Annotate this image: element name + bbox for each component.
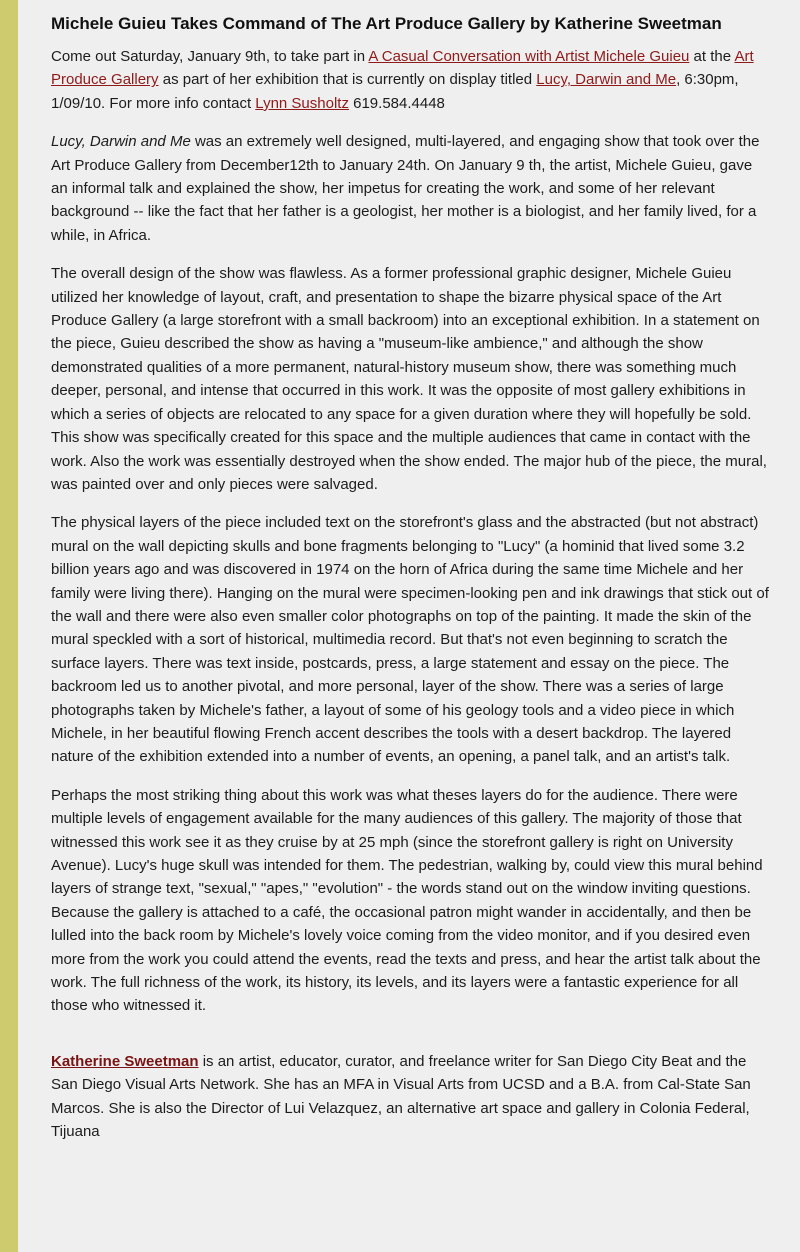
intro-text-4: , 6:30pm, 1/09/10. For more info contact xyxy=(51,71,739,112)
show-title-italic: Lucy, Darwin and Me xyxy=(51,133,191,151)
paragraph-show-overview xyxy=(51,130,773,247)
author-bio xyxy=(51,1050,773,1144)
contact-link[interactable]: Lynn Susholtz xyxy=(255,94,349,112)
left-accent-bar xyxy=(0,0,18,1252)
paragraph-layers: The physical layers of the piece included text on the storefront's glass and the abstracted (but not abstract) mural on the wall depicting skulls and bone fragments belonging to "Lucy" (a hominid that lived some 3.2 billion years ago and was discovered in 1974 on the horn of Africa during the same time Michele and her family were living there). Hanging on the mural were specimen-looking pen and ink drawings that stick out of the wall and there were also even smaller color photographs on top of the painting. It made the skin of the mural speckled with a sort of historical, multimedia record. But that's not even beginning to scratch the surface layers. There was text inside, postcards, press, a large statement and essay on the piece. The backroom led us to another pivotal, and more personal, layer of the show. There was a series of large photographs taken by Michele's father, a layout of some of his geology tools and a video piece in which Michele, in her beautiful flowing French accent describes the tools with a desert backdrop. The layered nature of the exhibition extended into a number of events, an opening, a panel talk, and an artist's talk. xyxy=(51,514,769,766)
intro-paragraph xyxy=(51,45,773,115)
gallery-link[interactable]: Art Produce Gallery xyxy=(51,48,754,89)
intro-text-3: as part of her exhibition that is currently on display titled xyxy=(158,71,537,89)
author-bio-text: is an artist, educator, curator, and freelance writer for San Diego City Beat and the San Diego Visual Arts Network. She has an MFA in Visual Arts from UCSD and a B.A. from Cal-State San Marcos. She is also the Director of Lui Velazquez, an alternative art space and gallery in Colonia Federal, Tijuana xyxy=(51,1052,751,1141)
author-link[interactable]: Katherine Sweetman xyxy=(51,1052,199,1070)
paragraph-design: The overall design of the show was flawless. As a former professional graphic designer, Michele Guieu utilized her knowledge of layout, craft, and presentation to shape the bizarre physical space of the Art Produce Gallery (a large storefront with a small backroom) into an exceptional exhibition. In a statement on the piece, Guieu described the show as having a "museum-like ambience," and although the show demonstrated qualities of a more permanent, natural-history museum show, there was something much deeper, personal, and intense that occurred in this work. It was the opposite of most gallery exhibitions in which a series of objects are relocated to any space for a given duration where they will hopefully be sold. This show was specifically created for this space and the multiple audiences that came in contact with the work. Also the work was essentially destroyed when the show ended. The major hub of the piece, the mural, was painted over and only pieces were salvaged. xyxy=(51,265,767,493)
show-link[interactable]: Lucy, Darwin and Me xyxy=(536,71,677,89)
intro-text-1: Come out Saturday, January 9th, to take part in xyxy=(51,48,369,65)
paragraph-show-overview-text: was an extremely well designed, multi-layered, and engaging show that took over the Art Produce Gallery from December12th to January 24th. On January 9 th, the artist, Michele Guieu, gave an informal talk and explained the show, her impetus for creating the work, and some of her relevant background -- like the fact that her father is a geologist, her mother is a biologist, and her family lived, for a while, in Africa. xyxy=(51,133,760,244)
paragraph-audience: Perhaps the most striking thing about this work was what theses layers do for the audience. There were multiple levels of engagement available for the many audiences of this gallery. The majority of those that witnessed this work see it as they cruise by at 25 mph (since the storefront gallery is right on University Avenue). Lucy's huge skull was intended for them. The pedestrian, walking by, could view this mural behind layers of strange text, "sexual," "apes," "evolution" - the words stand out on the window inviting questions. Because the gallery is attached to a café, the occasional patron might wander in accidentally, and then be lulled into the back room by Michele's lovely voice coming from the video monitor, and if you desired even more from the work you could attend the events, read the texts and press, and hear the artist talk about the work. The full richness of the work, its history, its levels, and its layers were a fantastic experience for all those who witnessed it. xyxy=(51,786,763,1015)
article xyxy=(51,12,773,1158)
conversation-link[interactable]: A Casual Conversation with Artist Michele Guieu xyxy=(368,48,690,65)
intro-text-5: 619.584.4448 xyxy=(348,94,445,112)
intro-text-2: at the xyxy=(689,48,735,65)
article-title: Michele Guieu Takes Command of The Art Produce Gallery by Katherine Sweetman xyxy=(51,14,722,33)
